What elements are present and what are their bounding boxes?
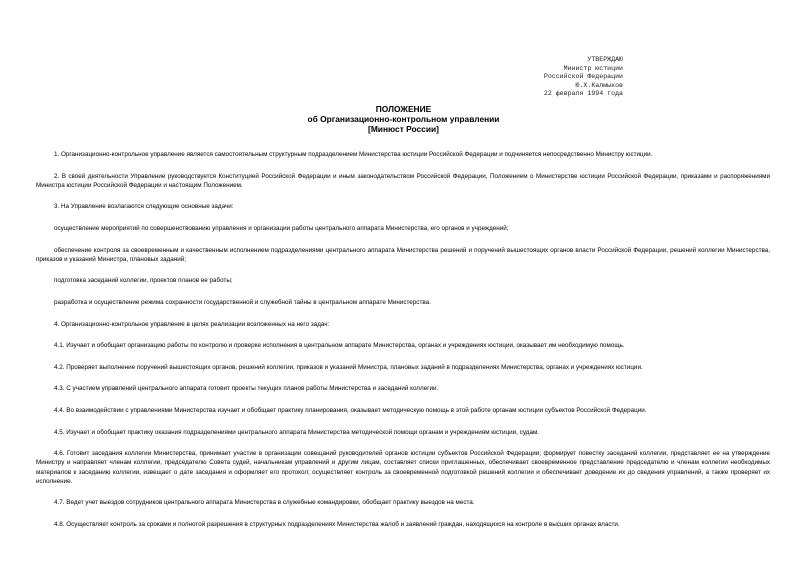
approval-line: Российской Федерации [543, 73, 623, 81]
paragraph: 4.7. Ведет учет выездов сотрудников центрального аппарата Министерства в служебные командировки, обобщает практику выездов на места. [54, 499, 475, 507]
paragraph: 3. На Управление возлагаются следующие основные задачи: [54, 203, 234, 211]
approval-line: Ю.Х.Калмыков [575, 81, 623, 89]
paragraph: 4.1. Изучает и обобщает организацию работы по контролю и проверке исполнения в центральном аппарате Министерства, органах и учреждениях юстиции, оказывает им необходимую помощь. [54, 342, 625, 350]
paragraph: 4.5. Изучает и обобщает практику оказания подразделениями центрального аппарата Министерства методической помощи органам и учреждениям юстиции, судам. [54, 428, 540, 436]
title-line-1: ПОЛОЖЕНИЕ [375, 104, 432, 114]
document-body [36, 150, 770, 542]
paragraph: 4.3. С участием управлений центрального аппарата готовит проекты текущих планов работы Министерства и заседаний коллегии. [54, 385, 439, 393]
paragraph: разработка и осуществление режима сохранности государственной и служебной тайны в центральном аппарате Министерства. [54, 298, 431, 306]
document-title [0, 104, 807, 134]
paragraph: 2. В своей деятельности Управление руководствуется Конституцией Российской Федерации и иным законодательством Российской Федерации, Положением о Министерстве юстиции Российской Федерации, приказами и распоряжениями Министра юстиции Российской Федерации и настоящим Положением. [36, 172, 770, 189]
paragraph: осуществление мероприятий по совершенствованию управления и организации работы центрального аппарата Министерства, его органов и учреждений; [54, 224, 509, 232]
title-line-2: об Организационно-контрольном управлении [307, 114, 500, 124]
approval-stamp [544, 56, 623, 99]
paragraph: 4. Организационно-контрольное управление в целях реализации возложенных на него задач: [54, 320, 330, 328]
title-line-3: [Минюст России] [368, 124, 439, 134]
paragraph: 4.4. Во взаимодействии с управлениями Министерства изучает и обобщает практику планирования, оказывает методическую помощь в этой работе органам юстиции субъектов Российской Федерации. [54, 406, 647, 414]
approval-line: УТВЕРЖДАЮ [587, 56, 623, 63]
approval-line: Министр юстиции [563, 64, 623, 72]
paragraph: подготовка заседаний коллегии, проектов планов ее работы; [54, 277, 233, 285]
paragraph: 4.6. Готовит заседания коллегии Министерства, принимает участие в организации совещаний руководителей органов юстиции субъектов Российской Федерации; формирует повестку заседаний коллегии, представляет ее на утверждение Министру и направляет членам коллегии, председателю Совета судей, начальникам управлений и другим лицам, составляет списки приглашенных, обеспечивает своевременное представление председателю и членам коллегии необходимых материалов к заседанию коллегии, извещает о дате заседания и оформляет его протокол; осуществляет контроль за своевременной подготовкой решений коллегии и обеспечивает доведение их до сведения управлений, а также проверяет их исполнение. [36, 450, 770, 485]
paragraph: 4.2. Проверяет выполнение поручений вышестоящих органов, решений коллегии, приказов и указаний Министра, плановых заданий в подразделениях Министерства, органах и учреждениях юстиции. [54, 363, 643, 371]
paragraph: 4.8. Осуществляет контроль за сроками и полнотой разрешения в структурных подразделениях Министерства жалоб и заявлений граждан, находящихся на контроле в высших органах власти. [54, 520, 620, 528]
paragraph: обеспечение контроля за своевременным и качественным исполнением подразделениями центрального аппарата Министерства решений и поручений вышестоящих органов власти Российской Федерации, решений коллегии Министерства, приказов и указаний Министра, плановых заданий; [36, 246, 770, 263]
paragraph: 1. Организационно-контрольное управление является самостоятельным структурным подразделением Министерства юстиции Российской Федерации и подчиняется непосредственно Министру юстиции. [54, 151, 653, 158]
approval-line: 22 февраля 1994 года [543, 90, 623, 98]
